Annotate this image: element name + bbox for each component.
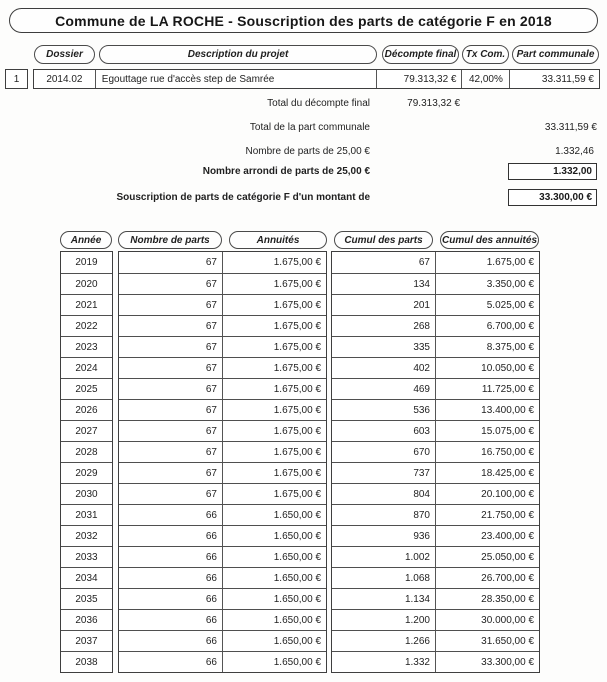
column-header-tx-com: Tx Com. (462, 45, 509, 64)
cumul-des-annuites-value: 15.075,00 € (435, 421, 539, 441)
schedule-row-cumuls (332, 546, 539, 567)
nb-arrondi-label: Nombre arrondi de parts de 25,00 € (202, 166, 370, 177)
annuites-value: 1.675,00 € (222, 484, 326, 504)
cumul-des-annuites-value: 25.050,00 € (435, 547, 539, 567)
schedule-row-parts-annuites (119, 441, 326, 462)
annee-value: 2029 (75, 467, 98, 479)
schedule-row-annee (61, 273, 112, 294)
annee-value: 2035 (75, 593, 98, 605)
schedule-row-annee (61, 483, 112, 504)
schedule-row-cumuls (332, 252, 539, 273)
column-header-description: Description du projet (99, 45, 377, 64)
schedule-row-cumuls (332, 357, 539, 378)
cumul-des-annuites-value: 16.750,00 € (435, 442, 539, 462)
schedule-row-cumuls (332, 504, 539, 525)
schedule-row-parts-annuites (119, 336, 326, 357)
schedule-row-parts-annuites (119, 651, 326, 672)
nombre-de-parts-value: 66 (205, 551, 217, 563)
schedule-row-cumuls (332, 399, 539, 420)
annee-value: 2024 (75, 362, 98, 374)
annee-value: 2025 (75, 383, 98, 395)
cumul-des-annuites-value: 30.000,00 € (435, 610, 539, 630)
nombre-de-parts-value: 66 (205, 572, 217, 584)
schedule-row-annee (61, 504, 112, 525)
column-header-nombre-de-parts: Nombre de parts (118, 231, 222, 249)
schedule-row-cumuls (332, 378, 539, 399)
nombre-de-parts-value: 67 (205, 257, 217, 268)
cumul-des-parts-value: 737 (413, 467, 430, 479)
cumul-des-parts-value: 1.002 (404, 551, 430, 563)
column-header-decompte-final: Décompte final (382, 45, 459, 64)
schedule-row-cumuls (332, 315, 539, 336)
nombre-de-parts-value: 67 (205, 320, 217, 332)
schedule-row-parts-annuites (119, 378, 326, 399)
schedule-row-parts-annuites (119, 357, 326, 378)
schedule-row-annee (61, 336, 112, 357)
project-tx-value: 42,00% (461, 70, 509, 88)
schedule-row-cumuls (332, 630, 539, 651)
souscription-label: Souscription de parts de catégorie F d'un montant de (116, 192, 370, 203)
nb-arrondi-value-box (508, 163, 597, 180)
schedule-row-parts-annuites (119, 504, 326, 525)
annuites-value: 1.675,00 € (222, 316, 326, 336)
project-decompte-value: 79.313,32 € (376, 70, 462, 88)
schedule-row-annee (61, 567, 112, 588)
cumul-des-annuites-value: 8.375,00 € (435, 337, 539, 357)
annuites-value: 1.650,00 € (222, 547, 326, 567)
project-description-value: Egouttage rue d'accès step de Samrée (95, 70, 376, 88)
column-header-cumul-des-parts: Cumul des parts (334, 231, 433, 249)
annee-value: 2019 (75, 257, 98, 268)
annuites-value: 1.650,00 € (222, 652, 326, 672)
annee-value: 2038 (75, 656, 98, 668)
cumul-des-parts-value: 134 (413, 278, 430, 290)
project-part-value: 33.311,59 € (509, 70, 599, 88)
cumul-des-annuites-value: 18.425,00 € (435, 463, 539, 483)
cumul-des-parts-value: 335 (413, 341, 430, 353)
schedule-row-annee (61, 252, 112, 273)
schedule-row-annee (61, 609, 112, 630)
total-decompte-label: Total du décompte final (267, 98, 370, 109)
cumul-des-parts-value: 67 (418, 257, 430, 268)
cumul-des-parts-value: 1.134 (404, 593, 430, 605)
schedule-row-cumuls (332, 441, 539, 462)
schedule-row-annee (61, 294, 112, 315)
nombre-de-parts-value: 66 (205, 635, 217, 647)
annee-value: 2022 (75, 320, 98, 332)
schedule-row-parts-annuites (119, 630, 326, 651)
annee-value: 2036 (75, 614, 98, 626)
schedule-row-annee (61, 420, 112, 441)
schedule-row-cumuls (332, 651, 539, 672)
annuites-value: 1.650,00 € (222, 631, 326, 651)
annee-value: 2034 (75, 572, 98, 584)
schedule-row-cumuls (332, 483, 539, 504)
column-header-dossier: Dossier (34, 45, 95, 64)
nombre-de-parts-value: 67 (205, 404, 217, 416)
nombre-de-parts-value: 66 (205, 593, 217, 605)
cumul-des-parts-value: 1.200 (404, 614, 430, 626)
annee-value: 2033 (75, 551, 98, 563)
cumul-des-annuites-value: 3.350,00 € (435, 274, 539, 294)
schedule-cumul-columns (331, 251, 540, 673)
annuites-value: 1.675,00 € (222, 379, 326, 399)
annee-value: 2030 (75, 488, 98, 500)
cumul-des-annuites-value: 33.300,00 € (435, 652, 539, 672)
cumul-des-annuites-value: 10.050,00 € (435, 358, 539, 378)
schedule-row-cumuls (332, 462, 539, 483)
cumul-des-parts-value: 1.332 (404, 656, 430, 668)
annuites-value: 1.675,00 € (222, 358, 326, 378)
nombre-de-parts-value: 67 (205, 362, 217, 374)
cumul-des-parts-value: 603 (413, 425, 430, 437)
schedule-row-annee (61, 546, 112, 567)
nombre-de-parts-value: 66 (205, 656, 217, 668)
schedule-row-cumuls (332, 273, 539, 294)
schedule-row-parts-annuites (119, 420, 326, 441)
annee-value: 2026 (75, 404, 98, 416)
cumul-des-parts-value: 402 (413, 362, 430, 374)
cumul-des-annuites-value: 1.675,00 € (435, 252, 539, 273)
schedule-row-parts-annuites (119, 525, 326, 546)
nombre-de-parts-value: 67 (205, 299, 217, 311)
cumul-des-parts-value: 469 (413, 383, 430, 395)
annee-value: 2037 (75, 635, 98, 647)
column-header-annuites: Annuités (229, 231, 327, 249)
nombre-de-parts-value: 67 (205, 467, 217, 479)
total-part-value: 33.311,59 € (544, 122, 597, 133)
schedule-row-annee (61, 630, 112, 651)
column-header-part-communale: Part communale (512, 45, 599, 64)
schedule-row-parts-annuites (119, 567, 326, 588)
cumul-des-annuites-value: 26.700,00 € (435, 568, 539, 588)
schedule-row-annee (61, 441, 112, 462)
annuites-value: 1.675,00 € (222, 421, 326, 441)
cumul-des-parts-value: 870 (413, 509, 430, 521)
schedule-row-annee (61, 399, 112, 420)
annee-value: 2021 (75, 299, 98, 311)
souscription-value: 33.300,00 € (539, 192, 592, 203)
nombre-de-parts-value: 67 (205, 425, 217, 437)
cumul-des-annuites-value: 21.750,00 € (435, 505, 539, 525)
schedule-row-annee (61, 525, 112, 546)
project-row-index-box (5, 69, 28, 89)
column-header-cumul-des-annuites: Cumul des annuités (440, 231, 539, 249)
cumul-des-annuites-value: 6.700,00 € (435, 316, 539, 336)
project-row-index: 1 (13, 73, 20, 85)
schedule-row-parts-annuites (119, 546, 326, 567)
nombre-de-parts-value: 66 (205, 530, 217, 542)
schedule-row-annee (61, 357, 112, 378)
schedule-row-parts-annuites (119, 252, 326, 273)
cumul-des-annuites-value: 13.400,00 € (435, 400, 539, 420)
schedule-row-cumuls (332, 525, 539, 546)
schedule-row-parts-annuites (119, 399, 326, 420)
schedule-row-cumuls (332, 420, 539, 441)
schedule-row-parts-annuites (119, 462, 326, 483)
schedule-row-parts-annuites (119, 483, 326, 504)
annuites-value: 1.650,00 € (222, 505, 326, 525)
nombre-de-parts-value: 67 (205, 488, 217, 500)
annuites-value: 1.675,00 € (222, 274, 326, 294)
annuites-value: 1.675,00 € (222, 442, 326, 462)
schedule-row-cumuls (332, 588, 539, 609)
annee-value: 2031 (75, 509, 98, 521)
cumul-des-parts-value: 536 (413, 404, 430, 416)
annuites-value: 1.675,00 € (222, 337, 326, 357)
project-dossier-value: 2014.02 (46, 73, 83, 85)
annuites-value: 1.650,00 € (222, 526, 326, 546)
nb-parts-label: Nombre de parts de 25,00 € (245, 146, 370, 157)
souscription-value-box (508, 189, 597, 206)
project-table-row (33, 69, 600, 89)
annuites-value: 1.675,00 € (222, 295, 326, 315)
schedule-row-cumuls (332, 609, 539, 630)
schedule-annee-column (60, 251, 113, 673)
column-header-annee: Année (60, 231, 112, 249)
cumul-des-annuites-value: 11.725,00 € (435, 379, 539, 399)
annee-value: 2020 (75, 278, 98, 290)
nombre-de-parts-value: 67 (205, 341, 217, 353)
schedule-row-cumuls (332, 294, 539, 315)
total-part-label: Total de la part communale (249, 122, 370, 133)
annuites-value: 1.650,00 € (222, 610, 326, 630)
schedule-row-parts-annuites (119, 294, 326, 315)
schedule-row-annee (61, 462, 112, 483)
annee-value: 2032 (75, 530, 98, 542)
cumul-des-parts-value: 201 (413, 299, 430, 311)
schedule-row-parts-annuites (119, 273, 326, 294)
annuites-value: 1.650,00 € (222, 589, 326, 609)
nombre-de-parts-value: 67 (205, 446, 217, 458)
annee-value: 2023 (75, 341, 98, 353)
schedule-row-annee (61, 315, 112, 336)
annuites-value: 1.675,00 € (222, 252, 326, 273)
schedule-row-cumuls (332, 336, 539, 357)
cumul-des-parts-value: 1.266 (404, 635, 430, 647)
annee-value: 2028 (75, 446, 98, 458)
cumul-des-annuites-value: 5.025,00 € (435, 295, 539, 315)
cumul-des-parts-value: 670 (413, 446, 430, 458)
schedule-parts-annuites-columns (118, 251, 327, 673)
schedule-row-annee (61, 651, 112, 672)
cumul-des-annuites-value: 28.350,00 € (435, 589, 539, 609)
schedule-row-parts-annuites (119, 315, 326, 336)
annuites-value: 1.675,00 € (222, 463, 326, 483)
nombre-de-parts-value: 66 (205, 509, 217, 521)
cumul-des-parts-value: 804 (413, 488, 430, 500)
cumul-des-annuites-value: 31.650,00 € (435, 631, 539, 651)
nb-arrondi-value: 1.332,00 (553, 166, 592, 177)
schedule-row-annee (61, 588, 112, 609)
schedule-row-parts-annuites (119, 609, 326, 630)
annuites-value: 1.675,00 € (222, 400, 326, 420)
nb-parts-value: 1.332,46 (555, 146, 594, 157)
nombre-de-parts-value: 67 (205, 383, 217, 395)
schedule-row-annee (61, 378, 112, 399)
cumul-des-annuites-value: 20.100,00 € (435, 484, 539, 504)
cumul-des-parts-value: 268 (413, 320, 430, 332)
total-decompte-value: 79.313,32 € (407, 98, 460, 109)
annee-value: 2027 (75, 425, 98, 437)
schedule-row-cumuls (332, 567, 539, 588)
schedule-row-parts-annuites (119, 588, 326, 609)
cumul-des-parts-value: 1.068 (404, 572, 430, 584)
document-title: Commune de LA ROCHE - Souscription des parts de catégorie F en 2018 (9, 8, 598, 33)
nombre-de-parts-value: 66 (205, 614, 217, 626)
annuites-value: 1.650,00 € (222, 568, 326, 588)
nombre-de-parts-value: 67 (205, 278, 217, 290)
cumul-des-parts-value: 936 (413, 530, 430, 542)
cumul-des-annuites-value: 23.400,00 € (435, 526, 539, 546)
